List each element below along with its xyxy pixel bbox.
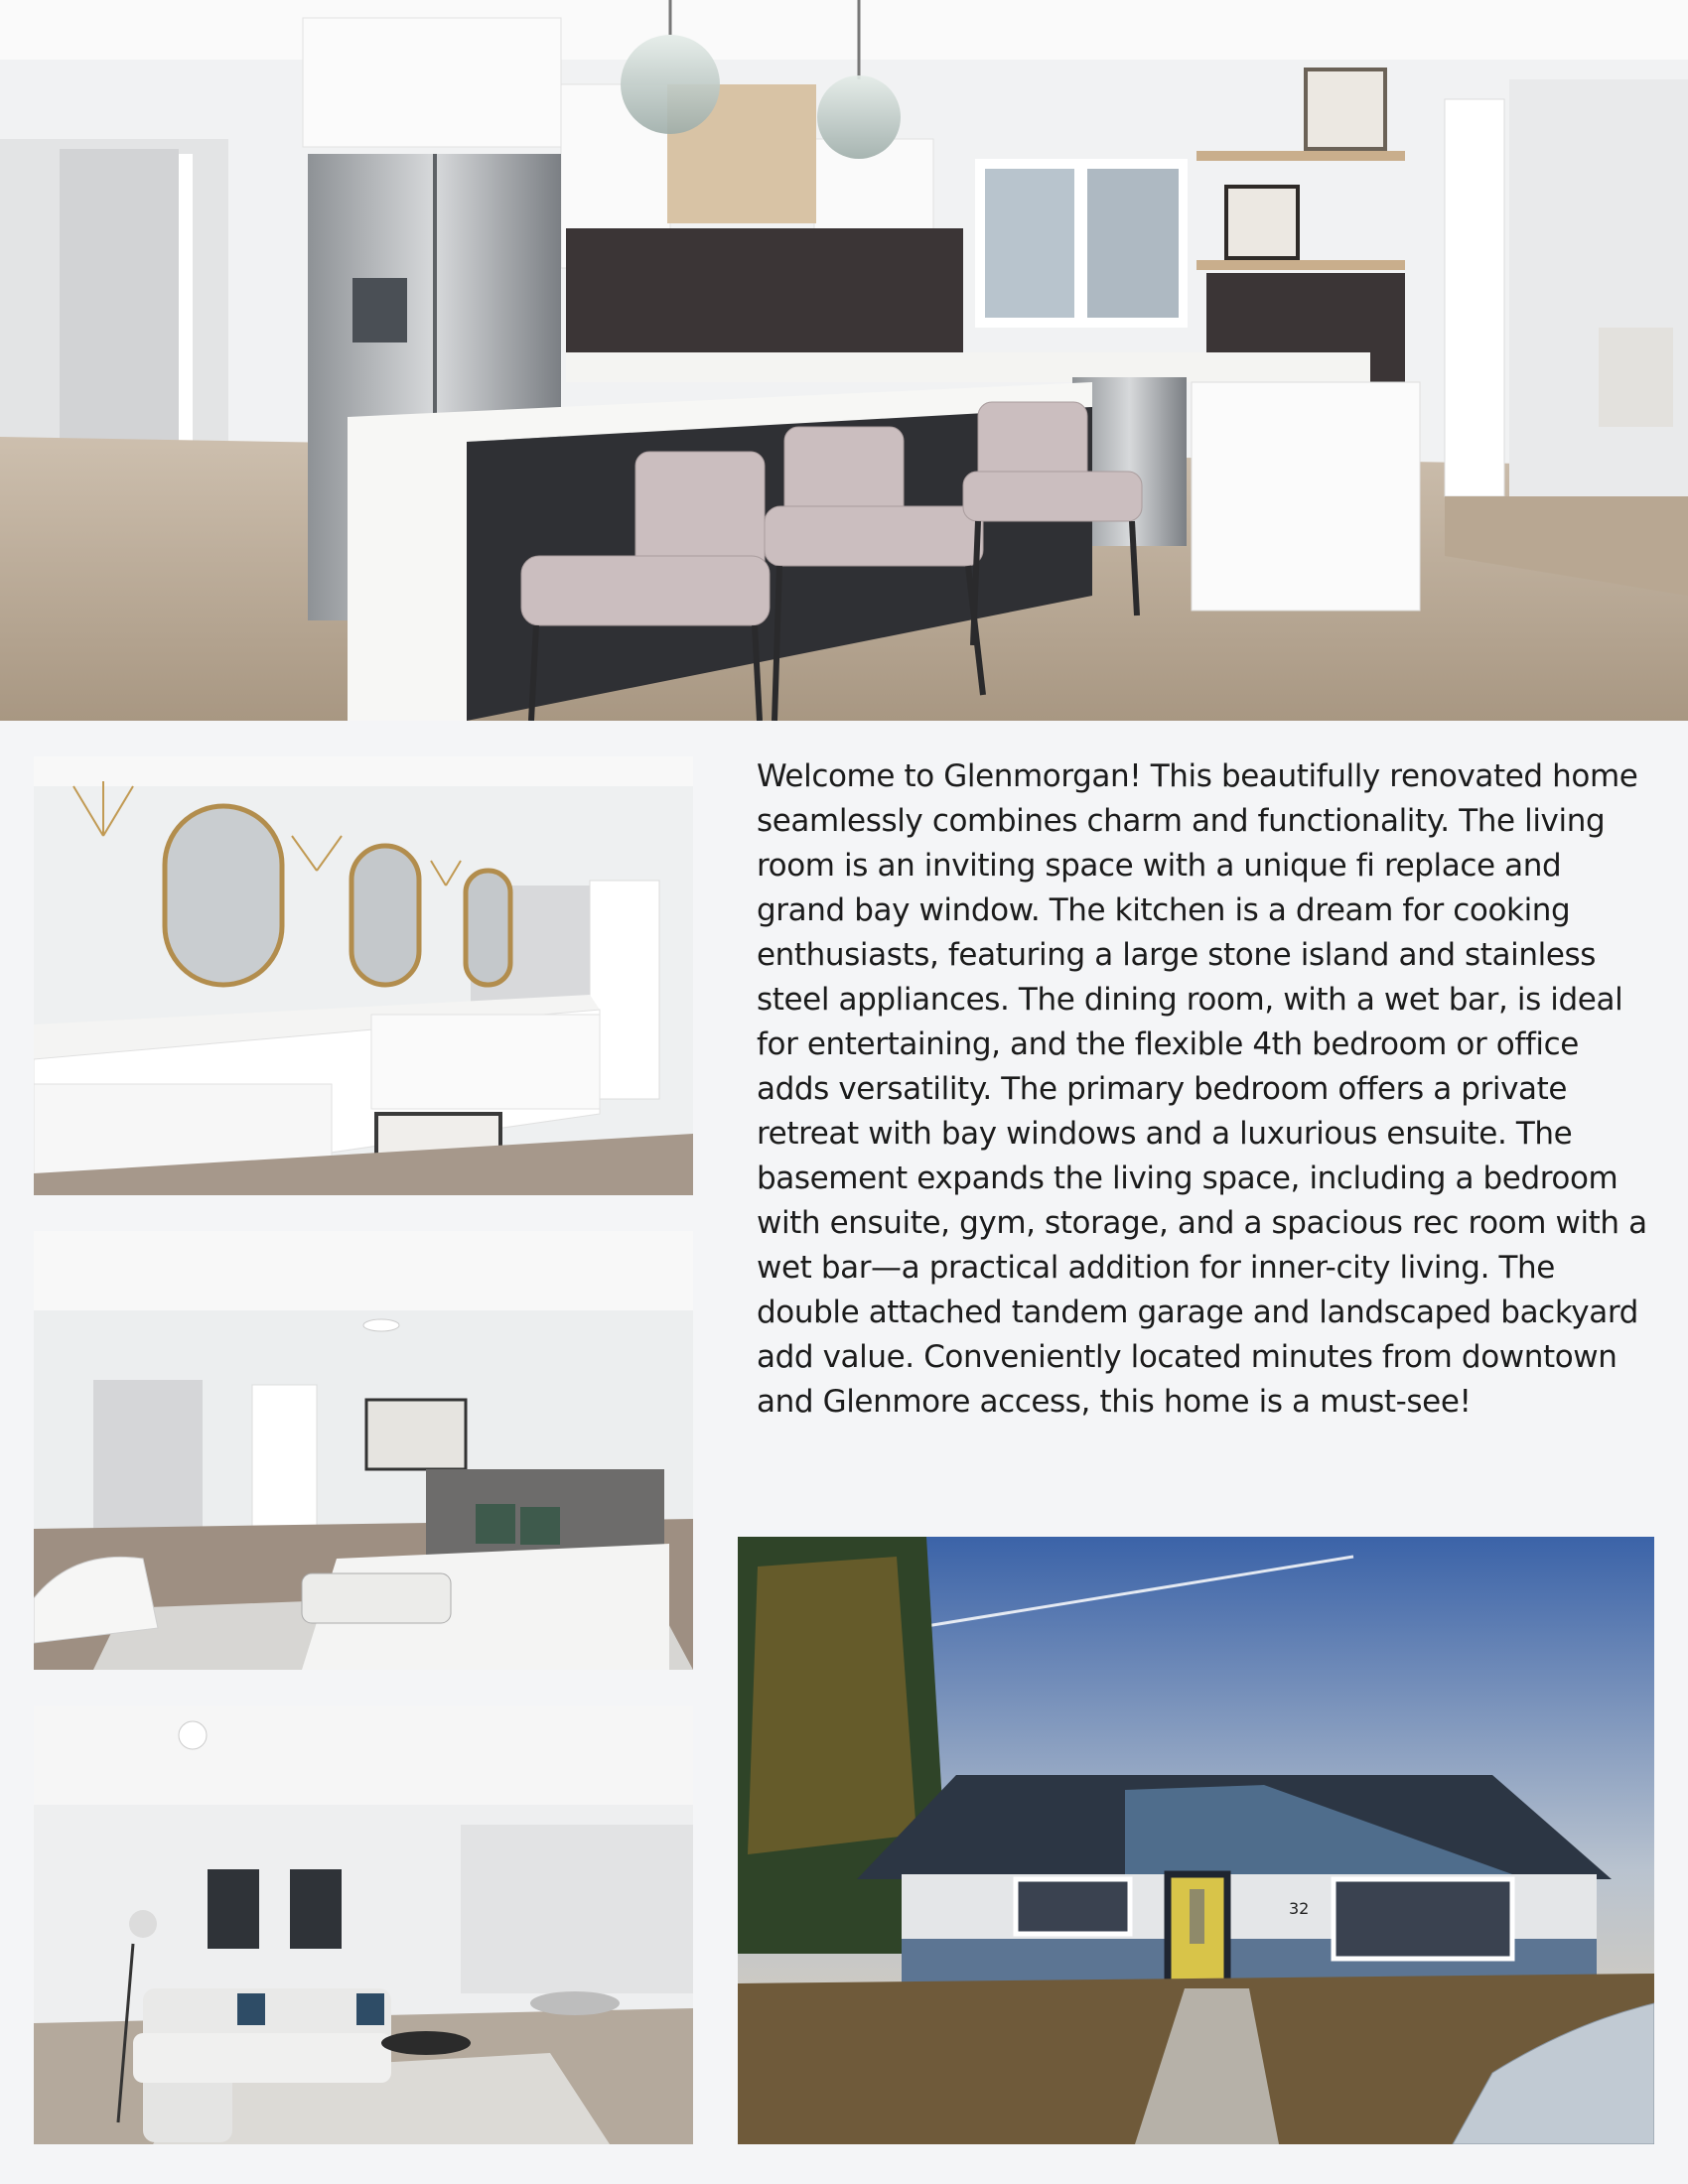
bathroom-photo xyxy=(34,756,693,1195)
listing-description: Welcome to Glenmorgan! This beautifully renovated home seamlessly combines charm and functionality. The living room is an inviting space with a unique fi replace and grand bay window. The kitchen is a dream for cooking enthusiasts, featuring a large stone island and stainless steel appliances. The dining room, with a wet bar, is ideal for entertaining, and the flexible 4th bedroom or office adds versatility. The primary bedroom offers a private retreat with bay windows and a luxurious ensuite. The basement expands the living space, including a bedroom with ensuite, gym, storage, and a spacious rec room with a wet bar—a practical addition for inner-city living. The double attached tandem garage and landscaped backyard add value. Conveniently located minutes from downtown and Glenmore access, this home is a must-see! xyxy=(757,758,1647,1420)
house-number: 32 xyxy=(1289,1899,1310,1918)
bedroom-photo xyxy=(34,1231,693,1670)
living-room-photo xyxy=(34,1706,693,2144)
house-exterior-photo xyxy=(738,1537,1654,2144)
kitchen-photo xyxy=(0,0,1688,721)
